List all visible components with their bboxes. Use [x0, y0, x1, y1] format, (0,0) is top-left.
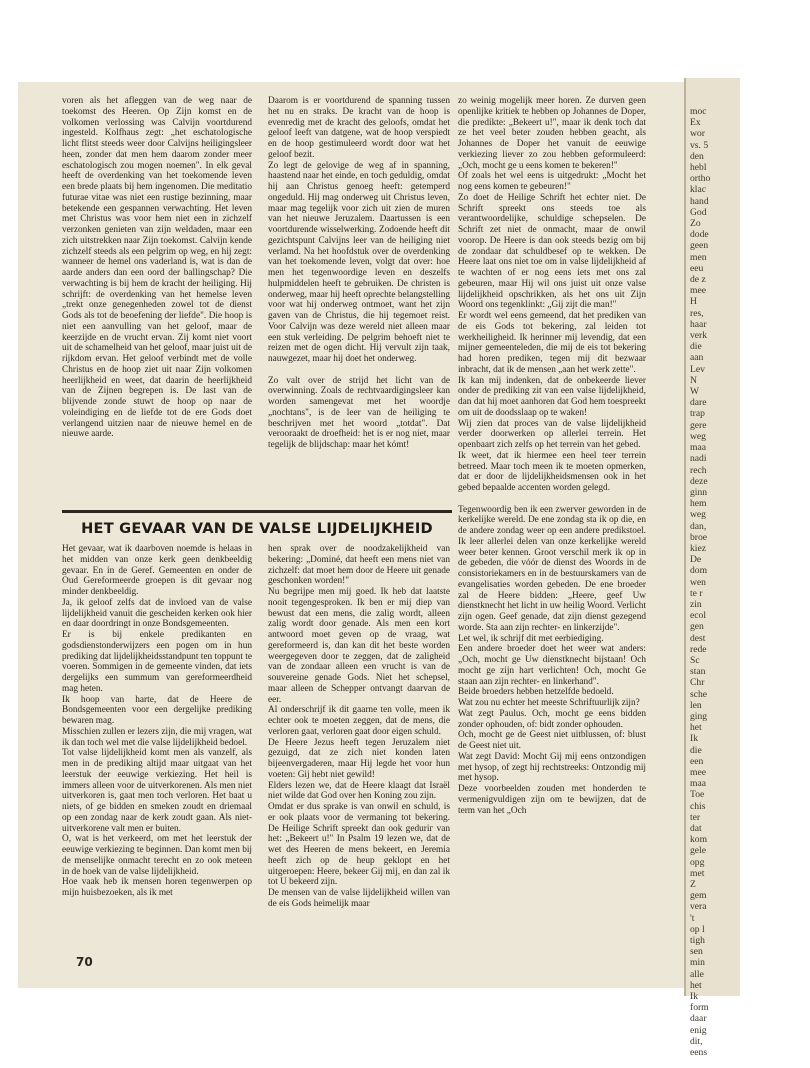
next-page-text-fragment: moc Ex wor vs. 5 den hebl ortho klac hand God Zo dode geen men eeu de z mee H res, haar verk die aan Lev N W dare trap gere weg maa nadi rech deze ginn hem weg dan, broe kiez De dom wen te r zin ecol gen dest rede Sc stan Chr sche len ging het Ik die een mee maa Toe chis ter dat kom gele opg met Z gem vera 't op l tigh sen min alle het Ik form daar enig dit, eens [690, 106, 711, 1059]
column-3: zo weinig mogelijk meer horen. Ze durven geen openlijke kritiek te hebben op Johannes de Doper, die predikte: „Bekeert u!", maar ik denk toch dat ze het veel beter zouden hebben geacht, als Johannes de Doper het vanuit de eeuwige verkiezing liever zo zou hebben geformuleerd: „Och, mocht ge u eens komen te bekeren!" Of zoals het wel eens is uitgedrukt: „Mocht het nog eens komen te gebeuren!" Zo doet de Heilige Schrift het echter niet. De Schrift spreekt ons steeds toe als verantwoordelijke, schuldige schepselen. De Schrift zet niet de onmacht, maar de onwil voorop. De Heere is dan ook steeds bezig om bij de zondaar dat schuldbesef op te wekken. De Heere laat ons niet toe om in valse lijdelijkheid af te wachten of er nog eens iets met ons zal gebeuren, maar Hij wil ons juist uit onze valse lijdelijkheid opschrikken, als het ons uit Zijn Woord ons tegenklinkt: „Gij zijt die man!" Er wordt wel eens gemeend, dat het prediken van de eis Gods tot bekering, zal leiden tot werkheiligheid. Ik herinner mij levendig, dat een mijner gemeenteleden, die mij de eis tot bekering had horen prediken, tegen mij dit bezwaar inbracht, dat ik de mensen „aan het werk zette". Ik kan mij indenken, dat de onbekeerde liever onder de prediking zit van een valse lijdelijkheid, dan dat hij moet aanhoren dat God hem toespreekt om uit de doodsslaap op te waken! Wij zien dat proces van de valse lijdelijkheid verder doorwerken op allerlei terrein. Het openbaart zich zelfs op het terrein van het gebed. Ik weet, dat ik hiermee een heel teer terrein betreed. Maar toch meen ik te moeten opmerken, dat er door de lijdelijkheidsmensen ook in het gebed bepaalde accenten worden gelegd. Tegenwoordig ben ik een zwerver geworden in de kerkelijke wereld. De ene zondag sta ik op die, en de andere zondag weer op een andere predikstoel. Ik leer allerlei delen van onze kerkelijke wereld weer beter kennen. Groot verschil merk ik op in de gebeden, die vóór de dienst des Woords in de consistoriekamers en in de bestuurskamers van de evangelisaties worden gebeden. De ene broeder zal de Heere bidden: „Heere, geef Uw dienstknecht het licht in uw heilig Woord. Verlicht zijn ogen. Geef genade, dat zijn dienst gezegend worde. Sta aan zijn rechter- en linkerzijde". Let wel, ik schrijf dit met eerbiediging. Een andere broeder doet het weer wat anders: „Och, mocht ge Uw dienstknecht bijstaan! Och mocht ge zijn hart verlichten! Och, mocht Ge staan aan zijn rechter- en linkerhand". Beide broeders hebben hetzelfde bedoeld. Wat zou nu echter het meeste Schriftuurlijk zijn? Wat zegt Paulus. Och, mocht ge eens bidden zonder ophouden, of: bidt zonder ophouden. Och, mocht ge de Geest niet uitblussen, of: blust de Geest niet uit. Wat zegt David: Mocht Gij mij eens ontzondigen met hysop, of zegt hij rechtstreeks: Ontzondig mij met hysop. Deze voorbeelden zouden met honderden te vermenigvuldigen zijn om te bewijzen, dat de term van het „Och [458, 96, 646, 816]
article-title: HET GEVAAR VAN DE VALSE LIJDELIJKHEID [81, 520, 433, 537]
bottom-column-2: hen sprak over de noodzakelijkheid van bekering: „Dominé, dat heeft een mens niet van zichzelf: dat moet hem door de Heere uit genade geschonken worden!" Nu begrijpe men mij goed. Ik heb dat laatste nooit tegengesproken. Ik ben er mij diep van bewust dat een mens, die zalig wordt, alleen zalig wordt door genade. Als men een kort antwoord moet geven op de vraag, wat gereformeerd is, dan kan dit het beste worden weergegeven door te zeggen, dat de zaligheid van de zondaar alleen een vrucht is van de souvereine genade Gods. Niet het schepsel, maar alleen de Schepper ontvangt daarvan de eer. Al onderschrijf ik dit gaarne ten volle, meen ik echter ook te moeten zeggen, dat de mens, die verloren gaat, verloren gaat door eigen schuld. De Heere Jezus heeft tegen Jeruzalem niet gezuigd, dat ze zich niet konden laten bijeenvergaderen, maar Hij legde het voor hun voeten: Gij hebt niet gewild! Elders lezen we, dat de Heere klaagt dat Israël niet wilde dat God over hen Koning zou zijn. Omdat er dus sprake is van onwil en schuld, is er ook plaats voor de vermaning tot bekering. De Heilige Schrift spreekt dan ook geduriг van het: „Bekeert u!" In Psalm 19 lezen we, dat de wet des Heeren de mens bekeert, en Jeremia heeft zich op de heup geklopt en het uitgeroepen: Heere, bekeer Gij mij, en dan zal ik tot U bekeerd zijn. De mensen van de valse lijdelijkheid willen van de eis Gods heimelijk maar [268, 544, 450, 909]
bottom-column-1: Het gevaar, wat ik daarboven noemde is helaas in het midden van onze kerk geen denkbeeldig gevaar. En in de Geref. Gemeenten en onder de Oud Gereformeerde groepen is dit gevaar nog minder denkbeeldig. Ja, ik geloof zelfs dat de invloed van de valse lijdelijkheid vanuit die gescheiden kerken ook hier en daar doordringt in onze Bondsgemeenten. Er is bij enkele predikanten en godsdienstonderwijzers een pogen om in hun prediking dat lijdelijkheidsstandpunt ten toppunt te voeren. Sommigen in de gemeente vinden, dat iets dergelijks een summum van gereformeerdheid mag heten. Ik hoop van harte, dat de Heere de Bondsgemeenten voor een dergelijke prediking bewaren mag. Misschien zullen er lezers zijn, die mij vragen, wat ik dan toch wel met die valse lijdelijkheid bedoel. Tot valse lijdelijkheid komt men als vanzelf, als men in de prediking altijd maar uitgaat van het leerstuk der eeuwige verkiezing. Het heil is immers alleen voor de uitverkorenen. Als men niet uitverkoren is, gaat men toch verloren. Het baat u niets, of ge bidden en smeken zoudt en driemaal op een zondag naar de kerk zoudt gaan. Als niet-uitverkorene valt men er buiten. O, wat is het verkeerd, om met het leerstuk der eeuwige verkiezing te beginnen. Dan komt men bij de menselijke onmacht terecht en zo ook meteen in de hoek van de valse lijdelijkheid. Hoe vaak heb ik mensen horen tegenwerpen op mijn huisbezoeken, als ik met [62, 544, 253, 898]
top-column-1: voren als het afleggen van de weg naar de toekomst des Heeren. Op Zijn komst en de volkomen verlossing was Calvijn voortdurend ingesteld. Kolfhaus zegt: „het eschatologische licht flitst steeds weer door Calvijns heiligingsleer heen, zonder dat men hem daarom zonder meer eschatologisch zou mogen noemen". In elk geval heeft de overdenking van het toekomende leven een brede plaats bij hem ingenomen. Die meditatio futurae vitae was niet een rustige bezinning, maar betekende een gespannen verwachting. Het leven met Christus was voor hem niet een in zichzelf verzonken genieten van zijn weldaden, maar een zich uitstrekken naar Zijn toekomst. Calvijn kende zichzelf steeds als een pelgrim op weg, en hij zegt: wanneer de hemel ons vaderland is, wat is dan de aarde anders dan een oord der ballingschap? Die verwachting is bij hem de kracht der heiliging. Hij schrijft: de overdenking van het hemelse leven „trekt onze genegenheden zowel tot de dienst Gods als tot de beoefening der liefde". Die hoop is niet een aanvulling van het geloof, maar de keerzijde en de vrucht ervan. Zij komt niet voort uit de schamelheid van het geloof, maar juist uit de rijkdom ervan. Het geloof verbindt met de volle Christus en de hoop ziet uit naar Zijn volkomen heerlijkheid en weet, dat daarin de heerlijkheid van de Zijnen begrepen is. De last van de blijvende zonde stuwt de hoop op naar de voleindiging en de liefde tot de ere Gods doet verlangend uitzien naar de nieuwe hemel en de nieuwe aarde. [62, 96, 253, 440]
next-page-edge [684, 78, 740, 1059]
section-divider-rule [62, 510, 452, 513]
top-column-2: Daarom is er voortdurend de spanning tussen het nu en straks. De kracht van de hoop is evenredig met de kracht des geloofs, omdat het geloof leeft van datgene, wat de hoop verspiedt en de hoop gestimuleerd wordt door wat het geloof bezit. Zo legt de gelovige de weg af in spanning, haastend naar het einde, en toch geduldig, omdat hij aan Christus genoeg heeft: getemperd ongeduld. Hij mag onderweg uit Christus leven, maar mag tegelijk voor zich uit zien de muren van het nieuwe Jeruzalem. Daartussen is een voortdurende wisselwerking. Zodoende heeft dit gezichtspunt Calvijns leer van de heiliging niet verlamd. Na het hoofdstuk over de overdenking van het toekomende leven, volgt dat over: hoe men het tegenwoordige leven en deszelfs hulpmiddelen heeft te gebruiken. De christen is onderweg, maar hij heeft oprechte belangstelling voor wat hij onderweg ontmoet, want het zijn gaven van de Christus, die hij tegemoet reist. Voor Calvijn was deze wereld niet alleen maar een stuk verleiding. De pelgrim behoeft niet te reizen met de ogen dicht. Hij vervult zijn taak, nauwgezet, maar hij doet het onderweg. Zo valt over de strijd het licht van de overwinning. Zoals de rechtvaardigingsleer kan worden samengevat met het woordje „nochtans", is de leer van de heiliging te beschrijven met het woord „totdat". Dat verooraakt de droefheid: het is er nog niet, maar tegelijk de blijdschap: maar het kómt! [268, 96, 450, 450]
page-number: 70 [76, 955, 93, 969]
